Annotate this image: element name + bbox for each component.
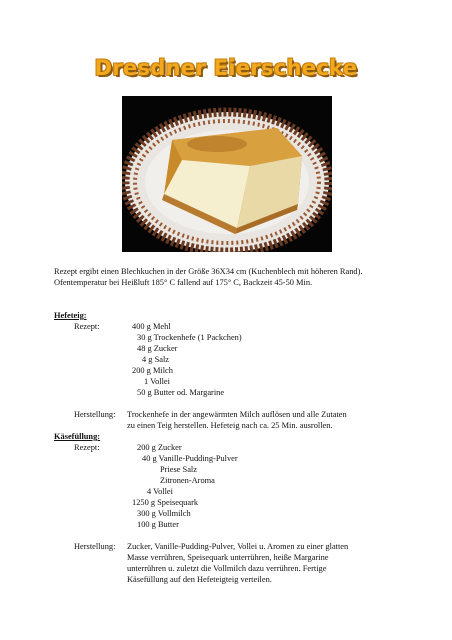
intro-line-1: Rezept ergibt einen Blechkuchen in der Größe 36X34 cm (Kuchenblech mit höheren Rand). — [54, 267, 363, 276]
ingredient-line: 4 Vollei — [147, 487, 173, 496]
recipe-title: Dresdner Eierschecke — [94, 56, 358, 80]
hefeteig-herstellung-label: Herstellung: — [74, 410, 116, 419]
instruction-line: zu einen Teig herstellen. Hefeteig nach ca. 25 Min. ausrollen. — [127, 421, 333, 430]
instruction-line: unterrühren u. zuletzt die Vollmilch dazu verrühren. Fertige — [127, 564, 327, 573]
ingredient-line: 40 g Vanille-Pudding-Pulver — [142, 454, 238, 463]
ingredient-line: 100 g Butter — [137, 520, 179, 529]
ingredient-line: 200 g Milch — [132, 366, 173, 375]
instruction-line: Masse verrühren, Speisequark unterrühren, heiße Margarine — [127, 553, 329, 562]
instruction-line: Trockenhefe in der angewärmten Milch auflösen und alle Zutaten — [127, 410, 347, 419]
heading-kaesefuellung: Käsefüllung: — [54, 432, 101, 441]
ingredient-line: 400 g Mehl — [132, 322, 171, 331]
ingredient-line: 48 g Zucker — [137, 344, 178, 353]
ingredient-line: 200 g Zucker — [137, 443, 182, 452]
ingredient-line: 50 g Butter od. Margarine — [137, 388, 225, 397]
cake-photo — [122, 96, 332, 252]
ingredient-line: Zitronen-Aroma — [160, 476, 215, 485]
kaesefuellung-rezept-label: Rezept: — [74, 443, 100, 452]
ingredient-line: 1250 g Speisequark — [132, 498, 199, 507]
ingredient-line: 4 g Salz — [142, 355, 169, 364]
ingredient-line: 300 g Vollmilch — [137, 509, 191, 518]
hefeteig-rezept-label: Rezept: — [74, 322, 100, 331]
intro-line-2: Ofentemperatur bei Heißluft 185° C fallend auf 175° C, Backzeit 45-50 Min. — [54, 278, 313, 287]
instruction-line: Zucker, Vanille-Pudding-Pulver, Vollei u. Aromen zu einer glatten — [127, 542, 349, 551]
ingredient-line: 30 g Trockenhefe (1 Packchen) — [137, 333, 242, 342]
instruction-line: Käsefüllung auf den Hefeteigteig verteilen. — [127, 575, 272, 584]
ingredient-line: 1 Vollei — [144, 377, 170, 386]
ingredient-line: Priese Salz — [160, 465, 197, 474]
kaesefuellung-herstellung-label: Herstellung: — [74, 542, 116, 551]
heading-hefeteig: Hefeteig: — [54, 311, 87, 320]
